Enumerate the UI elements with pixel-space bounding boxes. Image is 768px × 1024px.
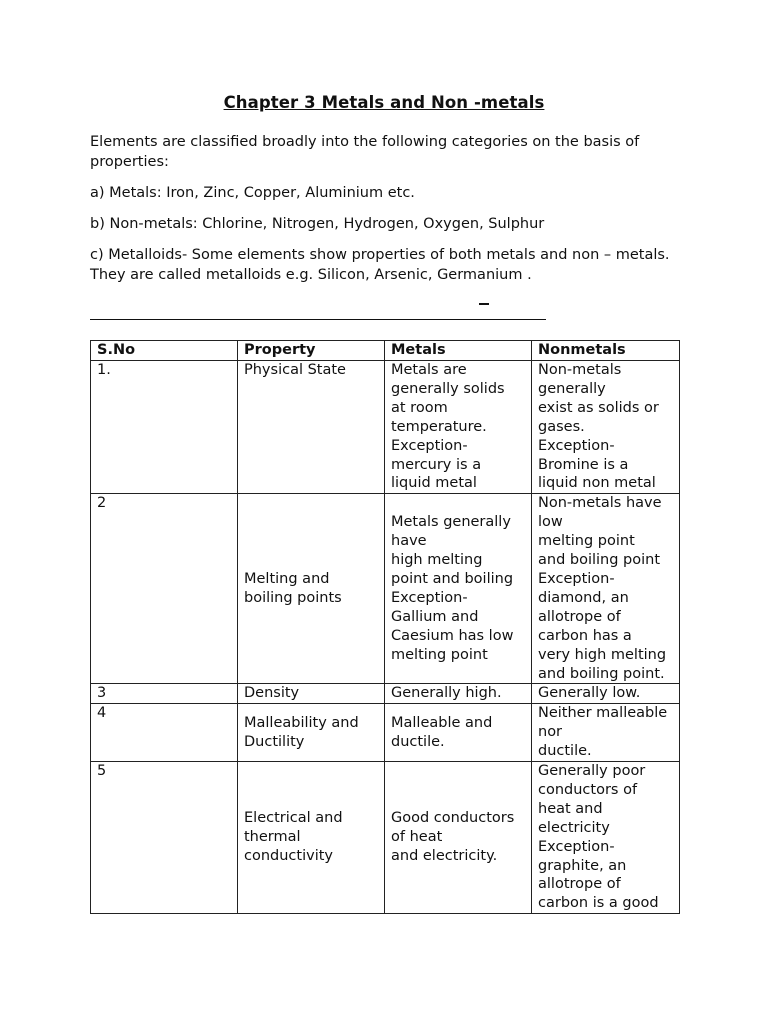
row-metals: Good conductors of heat and electricity.: [385, 762, 532, 914]
row-sno: 1.: [91, 361, 238, 494]
table-row: [91, 704, 680, 762]
row-metals: Malleable and ductile.: [385, 704, 532, 762]
intro-paragraph: Elements are classified broadly into the following categories on the basis of properties:: [90, 134, 640, 170]
row-property: Melting and boiling points: [238, 494, 385, 684]
header-nonmetals: Nonmetals: [532, 341, 680, 361]
table-row: [91, 684, 680, 704]
row-metals: Metals are generally solids at room temperature. Exception- mercury is a liquid metal: [385, 361, 532, 494]
row-nonmetals: Generally low.: [532, 684, 680, 704]
row-nonmetals: Neither malleable nor ductile.: [532, 704, 680, 762]
table-row: [91, 494, 680, 684]
row-property: Density: [238, 684, 385, 704]
row-sno: 4: [91, 704, 238, 762]
row-property: Malleability and Ductility: [238, 704, 385, 762]
row-metals: Generally high.: [385, 684, 532, 704]
dash-mark: [479, 303, 489, 305]
row-sno: 3: [91, 684, 238, 704]
header-metals: Metals: [385, 341, 532, 361]
table-header-row: [91, 341, 680, 361]
table-row: [91, 361, 680, 494]
row-sno: 2: [91, 494, 238, 684]
metalloids-description: c) Metalloids- Some elements show properties of both metals and non – metals. They are called metalloids e.g. Silicon, Arsenic, Germanium .: [90, 247, 670, 283]
comparison-table: [90, 340, 680, 914]
row-property: Electrical and thermal conductivity: [238, 762, 385, 914]
table-row: [91, 762, 680, 914]
row-metals: Metals generally have high melting point and boiling Exception- Gallium and Caesium has low melting point: [385, 494, 532, 684]
row-nonmetals: Generally poor conductors of heat and electricity Exception- graphite, an allotrope of carbon is a good: [532, 762, 680, 914]
nonmetals-examples: b) Non-metals: Chlorine, Nitrogen, Hydrogen, Oxygen, Sulphur: [90, 216, 545, 232]
header-property: Property: [238, 341, 385, 361]
page-title: Chapter 3 Metals and Non -metals: [223, 93, 545, 112]
horizontal-rule: [90, 319, 546, 320]
row-nonmetals: Non-metals generally exist as solids or gases. Exception- Bromine is a liquid non metal: [532, 361, 680, 494]
row-property: Physical State: [238, 361, 385, 494]
row-sno: 5: [91, 762, 238, 914]
header-sno: S.No: [91, 341, 238, 361]
metals-examples: a) Metals: Iron, Zinc, Copper, Aluminium etc.: [90, 185, 415, 201]
row-nonmetals: Non-metals have low melting point and boiling point Exception- diamond, an allotrope of carbon has a very high melting and boiling point.: [532, 494, 680, 684]
